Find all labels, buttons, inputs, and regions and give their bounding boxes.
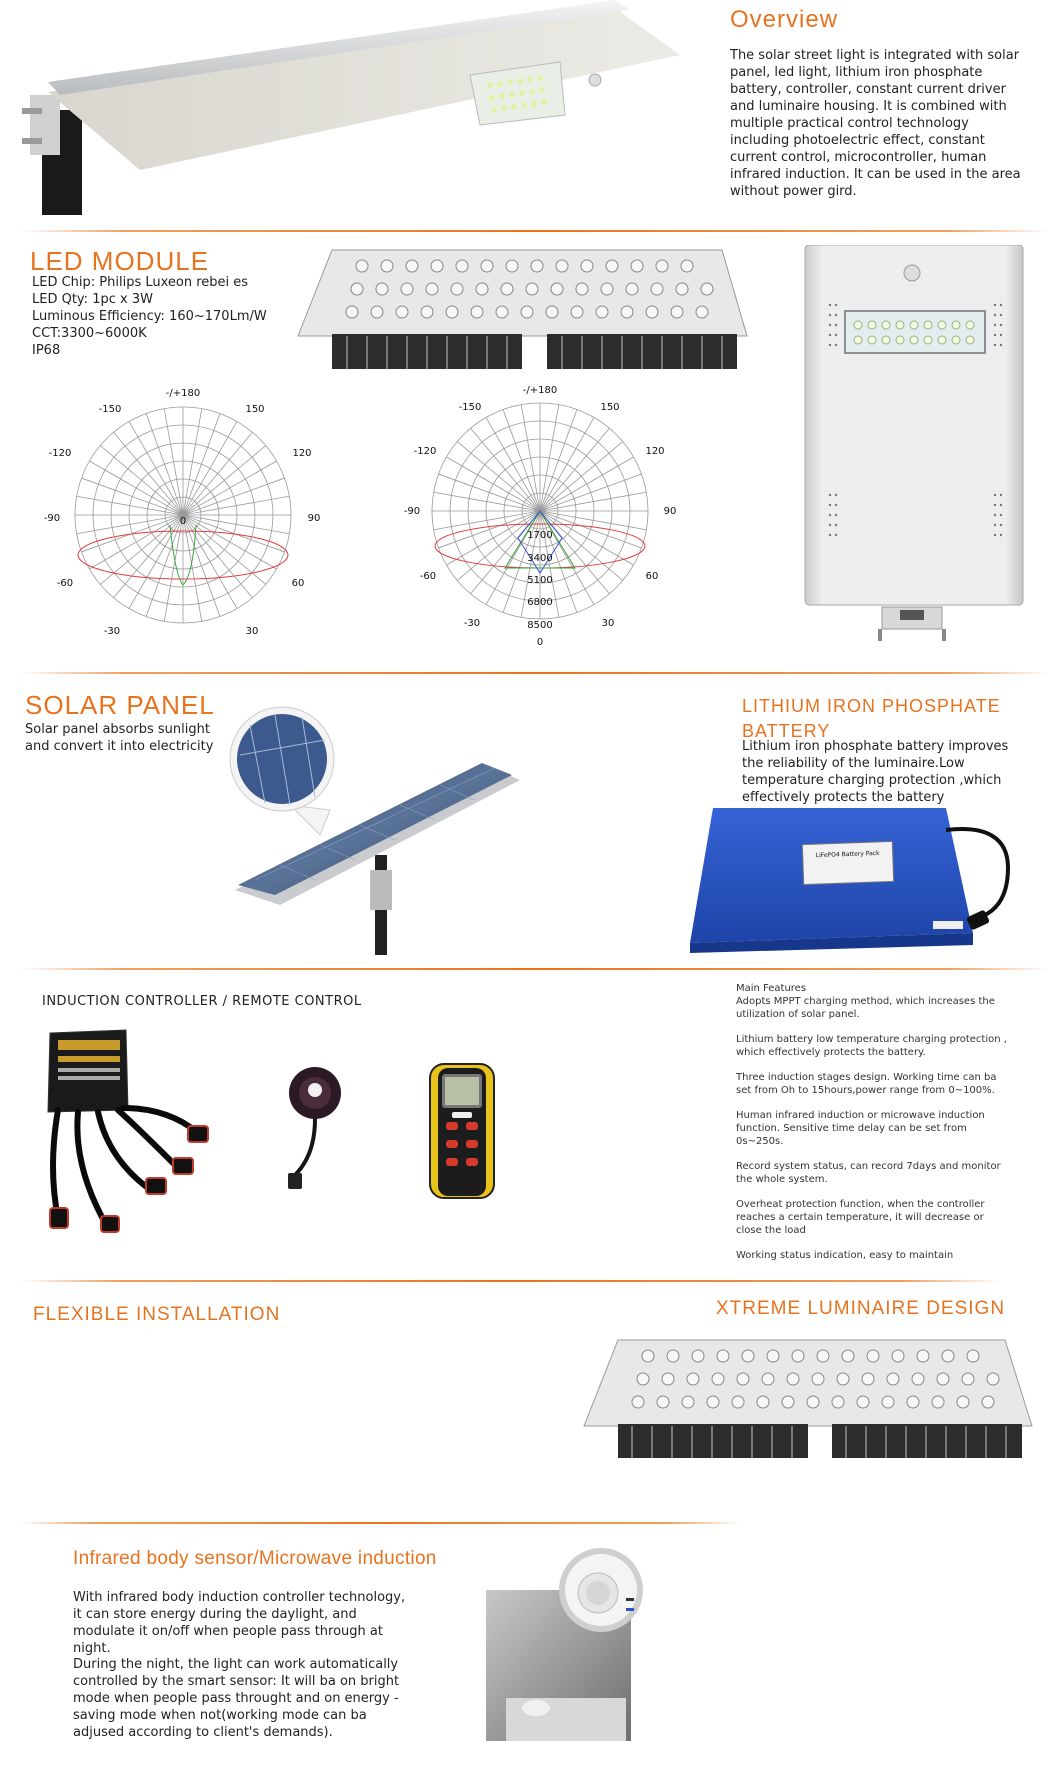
sensor-photo — [486, 1548, 686, 1741]
controller-photo — [38, 1028, 218, 1233]
installation-title: FLEXIBLE INSTALLATION — [33, 1304, 281, 1325]
battery-photo — [688, 808, 1023, 953]
polar2-label-60: 60 — [645, 571, 659, 582]
polar1-label-m120: -120 — [48, 448, 72, 459]
polar2-label-m120: -120 — [413, 446, 437, 457]
controller-features — [736, 982, 1011, 1274]
sensor-para-2: During the night, the light can work automatically controlled by the smart sensor: It will ba on bright mode when people pass throught and on energy -saving mode when not(working mode can ba adjused according to client's demands). — [73, 1657, 400, 1740]
solar-panel-title: SOLAR PANEL — [25, 690, 215, 720]
polar2-ring-3400: 3400 — [527, 553, 553, 564]
polar2-label-90: 90 — [663, 506, 677, 517]
divider-5 — [20, 1522, 740, 1524]
controller-title: INDUCTION CONTROLLER / REMOTE CONTROL — [42, 994, 362, 1009]
battery-label-text: LiFePO4 Battery Pack — [815, 849, 880, 860]
feature-item: Record system status, can record 7days and monitor the whole system. — [736, 1161, 1001, 1185]
battery-label-sticker — [802, 841, 893, 884]
divider-4 — [20, 1280, 1000, 1282]
divider-2 — [20, 672, 1050, 674]
divider-1 — [20, 230, 1050, 232]
polar2-label-30: 30 — [601, 618, 615, 629]
sensor-probe-photo — [280, 1065, 350, 1200]
solar-panel-photo — [220, 705, 530, 955]
luminaire-front-photo — [800, 245, 1030, 655]
polar2-label-m90: -90 — [403, 506, 421, 517]
polar2-ring-1700: 1700 — [527, 530, 553, 541]
features-title: Main Features — [736, 983, 807, 994]
polar1-label-180: -/+180 — [165, 388, 201, 399]
polar2-label-m30: -30 — [463, 618, 481, 629]
battery-title: LITHIUM IRON PHOSPHATE BATTERY — [742, 696, 1001, 741]
sensor-para-1: With infrared body induction controller technology, it can store energy during the daylight, and modulate it on/off when people pass through at night. — [73, 1590, 406, 1656]
led-spec-efficiency: Luminous Efficiency: 160~170Lm/W — [32, 309, 267, 324]
feature-item: Working status indication, easy to maintain — [736, 1250, 954, 1261]
feature-item: Three induction stages design. Working time can ba set from Oh to 15hours,power range from 0~100%. — [736, 1072, 997, 1096]
polar1-label-30: 30 — [245, 626, 259, 637]
polar1-label-60: 60 — [291, 578, 305, 589]
solar-panel-text: Solar panel absorbs sunlight and convert it into electricity — [25, 722, 214, 754]
polar1-label-0: 0 — [179, 516, 187, 527]
overview-title: Overview — [730, 6, 839, 33]
polar2-ring-5100: 5100 — [527, 575, 553, 586]
led-spec-cct: CCT:3300~6000K — [32, 326, 147, 341]
luminaire-module-photo — [580, 1336, 1035, 1458]
polar2-label-180: -/+180 — [522, 385, 558, 396]
led-module-specs — [32, 274, 282, 359]
street-light-photo — [20, 0, 700, 215]
polar2-ring-6800: 6800 — [527, 597, 553, 608]
polar1-label-m90: -90 — [43, 513, 61, 524]
divider-3 — [20, 968, 1050, 970]
luminaire-title: XTREME LUMINAIRE DESIGN — [716, 1298, 1006, 1319]
feature-item: Adopts MPPT charging method, which increases the utilization of solar panel. — [736, 996, 995, 1020]
polar1-label-120: 120 — [292, 448, 312, 459]
remote-control-photo — [428, 1062, 496, 1200]
polar2-label-m60: -60 — [419, 571, 437, 582]
polar2-label-0: 0 — [536, 637, 544, 648]
led-spec-chip: LED Chip: Philips Luxeon rebei es — [32, 275, 249, 290]
polar-diagram-2 — [400, 383, 690, 653]
polar2-ring-8500: 8500 — [527, 620, 553, 631]
led-module-title: LED MODULE — [30, 246, 210, 276]
led-module-photo — [292, 244, 752, 369]
polar2-label-120: 120 — [645, 446, 665, 457]
polar1-label-150: 150 — [245, 404, 265, 415]
feature-item: Overheat protection function, when the controller reaches a certain temperature, it will decrease or close the load — [736, 1199, 985, 1236]
led-spec-qty: LED Qty: 1pc x 3W — [32, 292, 153, 307]
feature-item: Lithium battery low temperature charging protection , which effectively protects the battery. — [736, 1034, 1007, 1058]
sensor-title: Infrared body sensor/Microwave induction — [73, 1548, 437, 1569]
polar1-label-90: 90 — [307, 513, 321, 524]
overview-text: The solar street light is integrated with solar panel, led light, lithium iron phosphate battery, controller, constant current driver and luminaire housing. It is combined with multiple practical control technology including photoelectric effect, constant current control, microcontroller, human infrared induction. It can be used in the area without power gird. — [730, 48, 1021, 199]
polar-diagram-1 — [40, 385, 340, 650]
polar2-label-m150: -150 — [458, 402, 482, 413]
polar2-label-150: 150 — [600, 402, 620, 413]
feature-item: Human infrared induction or microwave induction function. Sensitive time delay can be set from 0s~250s. — [736, 1110, 985, 1147]
polar1-label-m30: -30 — [103, 626, 121, 637]
polar1-label-m60: -60 — [56, 578, 74, 589]
polar1-label-m150: -150 — [98, 404, 122, 415]
led-spec-ip: IP68 — [32, 343, 61, 358]
battery-text: Lithium iron phosphate battery improves the reliability of the luminaire.Low temperature charging protection ,which effectively protects the battery — [742, 739, 1009, 805]
